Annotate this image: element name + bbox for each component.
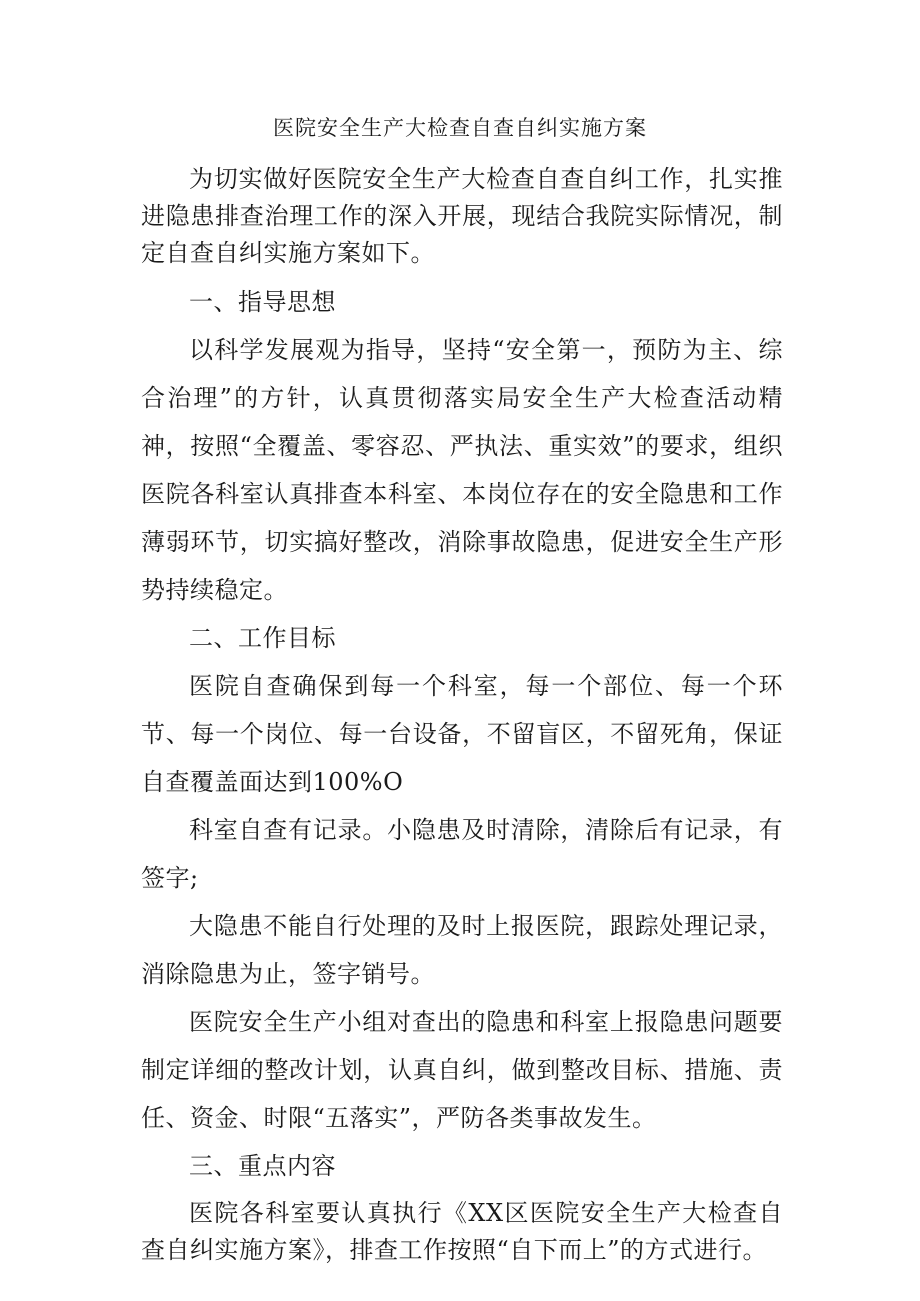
document-title: 医院安全生产大检查自查自纠实施方案 [273,116,647,140]
section-heading-guiding-ideology: 一、指导思想 [189,288,336,316]
section-heading-key-content: 三、重点内容 [189,1152,336,1180]
key-content-paragraph: 医院各科室要认真执行《XX区医院安全生产大检查自查自纠实施方案》，排查工作按照“自下而上”的方式进行。 [141,1199,783,1264]
department-self-check-paragraph: 科室自查有记录。小隐患及时清除，清除后有记录，有签字; [141,816,783,892]
major-hazard-paragraph: 大隐患不能自行处理的及时上报医院，跟踪处理记录，消除隐患为止，签字销号。 [141,912,783,988]
guiding-ideology-paragraph: 以科学发展观为指导，坚持“安全第一，预防为主、综合治理”的方针，认真贯彻落实局安全生产大检查活动精神，按照“全覆盖、零容忍、严执法、重实效”的要求，组织医院各科室认真排查本科室、本岗位存在的安全隐患和工作薄弱环节，切实搞好整改，消除事故隐患，促进安全生产形势持续稳定。 [141,336,783,604]
rectification-plan-paragraph: 医院安全生产小组对查出的隐患和科室上报隐患问题要制定详细的整改计划，认真自纠，做到整改目标、措施、责任、资金、时限“五落实”，严防各类事故发生。 [141,1008,783,1132]
section-heading-work-goals: 二、工作目标 [189,624,336,652]
document-body [141,156,783,1275]
intro-paragraph: 为切实做好医院安全生产大检查自查自纠工作，扎实推进隐患排查治理工作的深入开展，现结合我院实际情况，制定自查自纠实施方案如下。 [141,165,783,267]
work-goals-paragraph: 医院自查确保到每一个科室，每一个部位、每一个环节、每一个岗位、每一台设备，不留盲区，不留死角，保证自查覆盖面达到100%O [141,672,783,796]
